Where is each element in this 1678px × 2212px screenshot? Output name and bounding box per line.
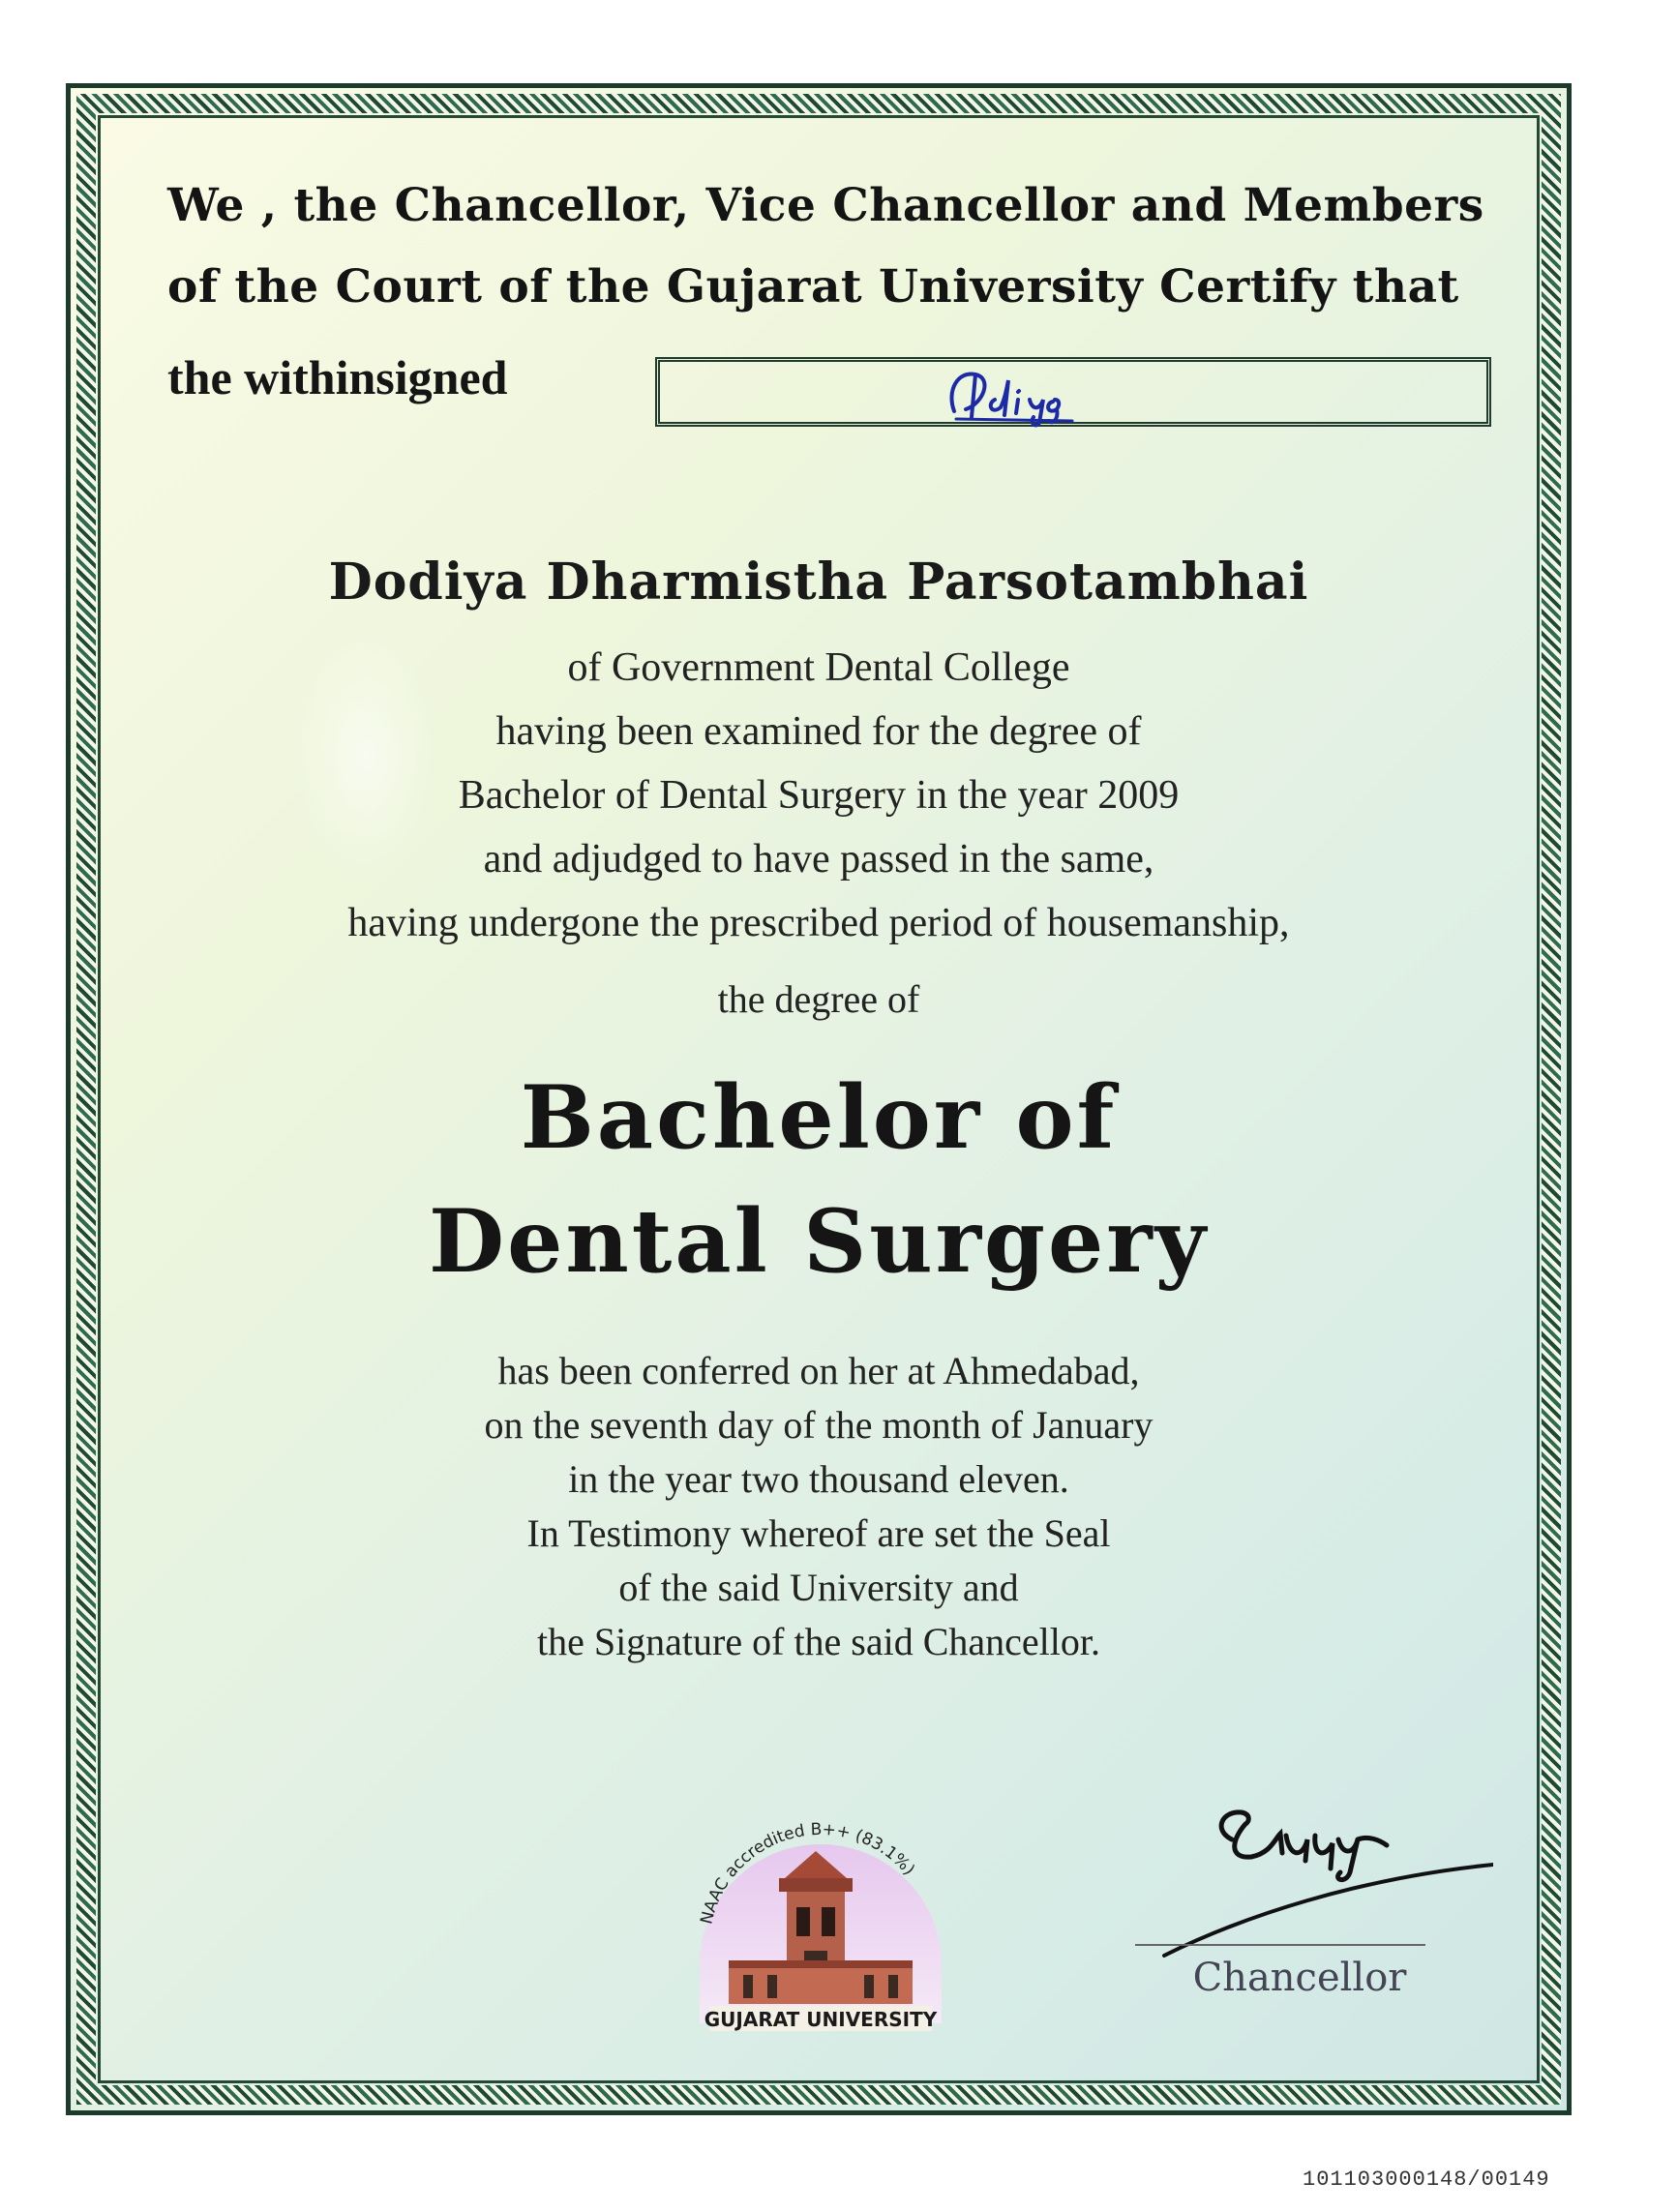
conferral-line: on the seventh day of the month of January: [484, 1403, 1154, 1447]
conferral-line: of the said University and: [618, 1566, 1019, 1609]
degree-title-line-2: Dental Surgery: [429, 1190, 1209, 1293]
logo-arc-text: NAAC accredited B++ (83.1%): [697, 1819, 919, 1927]
body-line: and adjudged to have passed in the same,: [483, 837, 1154, 882]
chancellor-rule: [1135, 1944, 1425, 1946]
conferral-line: in the year two thousand eleven.: [568, 1457, 1069, 1501]
body-line: of Government Dental College: [567, 645, 1070, 690]
qualification-text: [71, 636, 1567, 955]
body-line: having undergone the prescribed period of housemanship,: [347, 901, 1290, 945]
student-name: Dodiya Dharmistha Parsotambhai: [328, 553, 1309, 612]
body-line: having been examined for the degree of: [495, 709, 1142, 754]
degree-of-label: the degree of: [717, 977, 920, 1021]
body-line: Bachelor of Dental Surgery in the year 2009: [458, 773, 1180, 818]
logo-banner-text: GUJARAT UNIVERSITY: [704, 2008, 938, 2031]
student-signature: [937, 361, 1121, 429]
conferral-line: the Signature of the said Chancellor.: [536, 1620, 1101, 1663]
header-line-2: of the Court of the Gujarat University Certify that: [167, 260, 1459, 314]
university-logo: [671, 1801, 971, 2043]
serial-number: 101103000148/00149: [1303, 2167, 1550, 2192]
degree-title-line-1: Bachelor of: [520, 1066, 1118, 1169]
chancellor-signature: [1125, 1772, 1493, 1965]
conferral-text: [71, 1344, 1567, 1669]
degree-title: [71, 1056, 1567, 1303]
withinsigned-label: the withinsigned: [167, 350, 508, 404]
certificate-header: [167, 165, 1503, 328]
conferral-line: has been conferred on her at Ahmedabad,: [497, 1349, 1140, 1392]
chancellor-label: Chancellor: [1192, 1956, 1407, 2000]
certificate-content: [71, 88, 1567, 2110]
conferral-line: In Testimony whereof are set the Seal: [526, 1511, 1111, 1555]
certificate: [66, 83, 1572, 2115]
header-line-1: We , the Chancellor, Vice Chancellor and Members: [167, 179, 1484, 232]
